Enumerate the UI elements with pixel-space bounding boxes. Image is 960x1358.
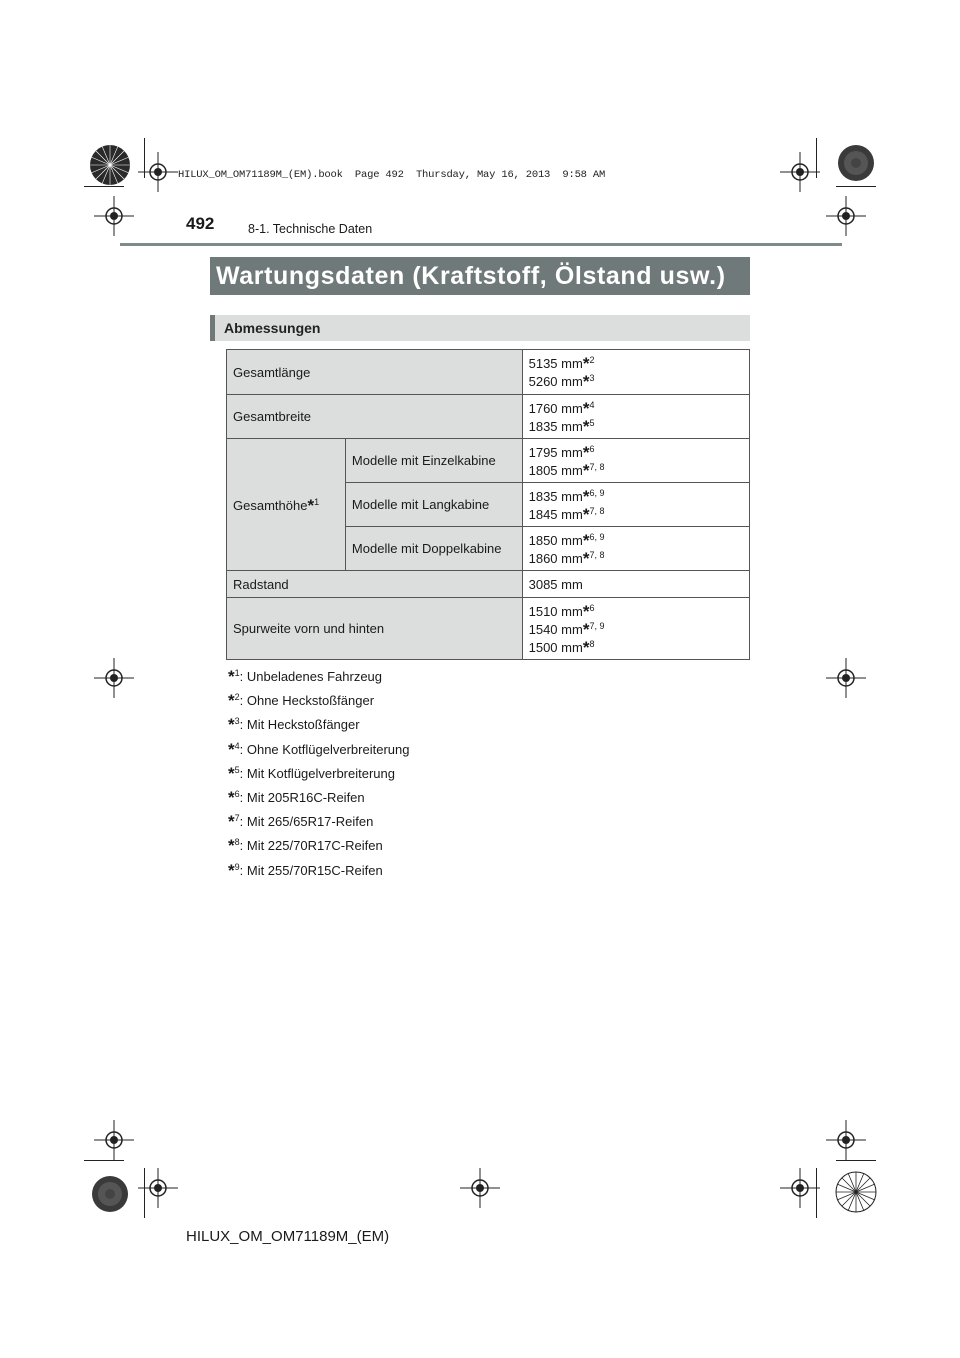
footnote: *$^1$: Unbeladenes Fahrzeug [228, 667, 383, 686]
crosshair-icon [460, 1168, 500, 1208]
value-line: 1805 mm*$^{7, 8}$ [528, 460, 605, 480]
value-line: 1835 mm*$^{6, 9}$ [528, 486, 605, 506]
footnotes [228, 664, 409, 882]
row-label: Gesamthöhe*$^1$ [227, 439, 346, 571]
row-label: Spurweite vorn und hinten [227, 598, 523, 660]
crop-line [84, 186, 124, 187]
row-value [522, 395, 749, 439]
table-row [227, 571, 750, 598]
crosshair-icon [94, 196, 134, 236]
value-line: 1845 mm*$^{7, 8}$ [528, 504, 605, 524]
footnote: *$^2$: Ohne Heckstoßfänger [228, 691, 375, 711]
row-label: Radstand [227, 571, 523, 598]
dimensions-table [226, 349, 750, 660]
footnote: *$^9$: Mit 255/70R15C-Reifen [228, 860, 383, 880]
crosshair-icon [780, 1168, 820, 1208]
table-row [227, 395, 750, 439]
registration-wheel-icon [88, 143, 132, 187]
crop-line [144, 1168, 145, 1218]
crosshair-icon [826, 658, 866, 698]
row-value: 3085 mm [522, 571, 749, 598]
subheading-label: Abmessungen [224, 320, 321, 336]
page-title: Wartungsdaten (Kraftstoff, Ölstand usw.) [210, 257, 750, 295]
value-line: 1760 mm*$^4$ [528, 398, 595, 418]
row-value [522, 527, 749, 571]
row-value [522, 598, 749, 660]
value-line: 1835 mm*$^5$ [528, 416, 595, 436]
footnote: *$^7$: Mit 265/65R17-Reifen [228, 812, 374, 832]
crop-line [836, 1160, 876, 1161]
row-label: Gesamtbreite [227, 395, 523, 439]
row-value [522, 439, 749, 483]
crop-line [816, 1168, 817, 1218]
crosshair-icon [826, 196, 866, 236]
print-stamp: HILUX_OM_OM71189M_(EM).book Page 492 Thursday, May 16, 2013 9:58 AM [178, 169, 606, 181]
row-label: Gesamtlänge [227, 350, 523, 395]
crop-line [144, 138, 145, 178]
value-line: 1540 mm*$^{7, 9}$ [528, 619, 605, 639]
registration-dot-icon [836, 143, 876, 183]
footnote: *$^4$: Ohne Kotflügelverbreiterung [228, 739, 410, 759]
value-line: 1850 mm*$^{6, 9}$ [528, 530, 605, 550]
registration-wheel-icon [834, 1170, 878, 1214]
crop-line [84, 1160, 124, 1161]
table-row [227, 598, 750, 660]
crop-line [816, 138, 817, 178]
header-divider [120, 243, 842, 246]
value-line: 5135 mm*$^2$ [528, 354, 595, 373]
model-label: Modelle mit Langkabine [345, 483, 522, 527]
value-line: 1500 mm*$^8$ [528, 637, 595, 657]
subheading [210, 315, 750, 341]
model-label: Modelle mit Einzelkabine [345, 439, 522, 483]
value-line: 1795 mm*$^6$ [528, 442, 595, 462]
crosshair-icon [826, 1120, 866, 1160]
value-line: 1860 mm*$^{7, 8}$ [528, 548, 605, 568]
crop-line [836, 186, 876, 187]
model-label: Modelle mit Doppelkabine [345, 527, 522, 571]
footnote: *$^6$: Mit 205R16C-Reifen [228, 787, 365, 807]
crosshair-icon [94, 1120, 134, 1160]
table-row [227, 439, 750, 483]
value-line: 1510 mm*$^6$ [528, 601, 595, 621]
value-line: 5260 mm*$^3$ [528, 372, 595, 391]
footnote: *$^5$: Mit Kotflügelverbreiterung [228, 763, 395, 783]
crosshair-icon [94, 658, 134, 698]
footer-doc-id: HILUX_OM_OM71189M_(EM) [186, 1228, 390, 1245]
table-row [227, 350, 750, 395]
registration-dot-icon [90, 1174, 130, 1214]
row-value [522, 483, 749, 527]
page-number: 492 [186, 214, 215, 233]
footnote: *$^8$: Mit 225/70R17C-Reifen [228, 836, 383, 856]
row-value [522, 350, 749, 395]
crosshair-icon [780, 152, 820, 192]
section-title: 8-1. Technische Daten [248, 222, 373, 236]
subheading-accent [210, 315, 215, 341]
footnote: *$^3$: Mit Heckstoßfänger [228, 715, 360, 735]
